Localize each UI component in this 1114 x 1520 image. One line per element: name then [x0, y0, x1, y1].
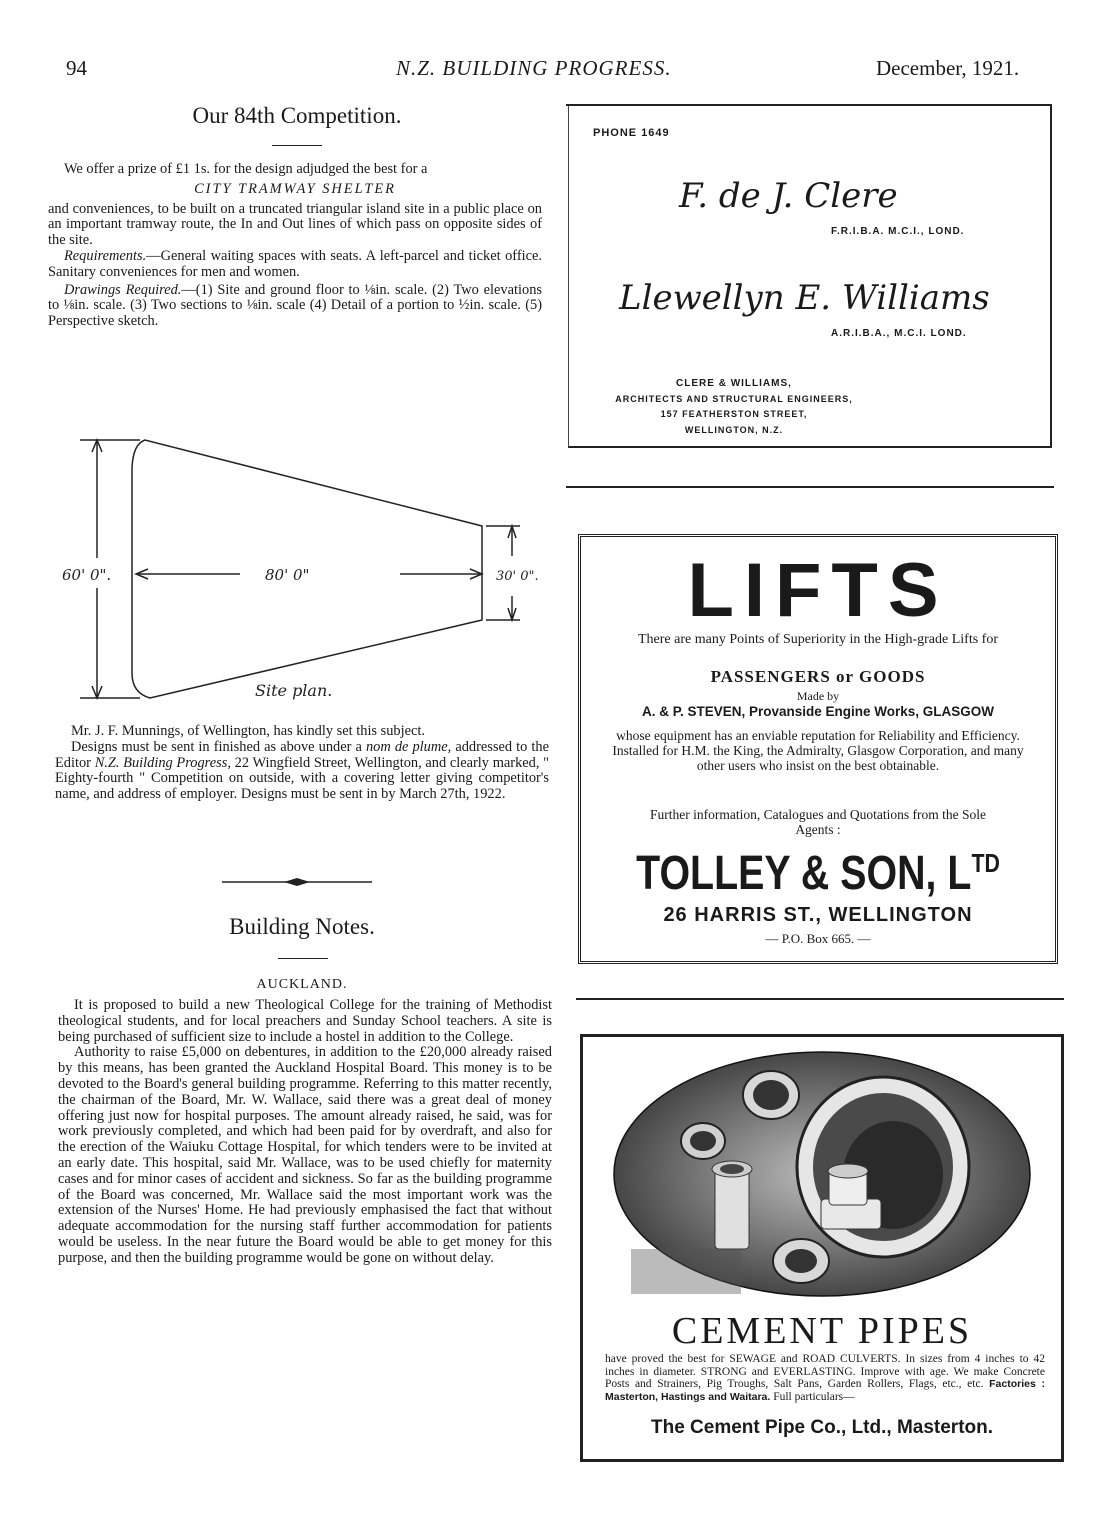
separator-rule-1 [566, 486, 1054, 488]
instructions-part3: 22 Wingfield Street, Wellington, and clearly marked, " Eighty-fourth " Competition on outside, with a covering letter giving competitor's name, and address of employer. Designs must be sent in by March 27th, 1922. [55, 754, 550, 803]
notes-para-2: Authority to raise £5,000 on debentures, in addition to the £20,000 already raised by this means, has been granted the Auckland Hospital Board. This money is to be devoted to the Board's general building programme. Referring to this matter recently, the chairman of the Board, Mr. W. Wallace, said there was a great deal of money offering just now for hospital purposes. The amount already raised, he said, was for work previously completed, and which had been paid for by overdraft, and also for the erection of the Waiuku Cottage Hospital, for which tenders were to be invited at an early date. This hospital, said Mr. Wallace, was to be used chiefly for maternity cases and for minor cases of accident and sickness. So far as the building programme of the Board was concerned, Mr. Wallace said the most important work was the extension of the Nurses' Home. He had previously emphasised the fact that without adequate accommodation for the nursing staff further accommodation for patients would be useless. In the near future the Board would be able to get money for this purpose, and then the building programme would be gone on without delay. [58, 1044, 552, 1266]
building-notes-text [58, 998, 552, 1267]
requirements-para [48, 249, 542, 281]
dim-label-right: 30' 0". [496, 569, 539, 584]
issue-date: December, 1921. [876, 56, 1020, 80]
pipes-desc-block [605, 1353, 1045, 1403]
submission-instructions [55, 740, 549, 803]
pipe-large [797, 1077, 969, 1257]
site-plan-diagram [50, 428, 550, 713]
nom-de-plume: nom de plume [365, 738, 448, 755]
ad-phone: PHONE 1649 [593, 127, 670, 139]
drawings-label: Drawings Required. [64, 281, 182, 298]
requirements-label: Requirements. [64, 247, 147, 264]
notes-rule [278, 958, 328, 959]
lifts-further: Further information, Catalogues and Quotations from the Sole Agents : [650, 807, 986, 837]
competition-intro: We offer a prize of £1 1s. for the design adjudged the best for a [64, 161, 428, 177]
quals-clere: F.R.I.B.A. M.C.I., LOND. [831, 226, 965, 237]
competition-heading: Our 84th Competition. [192, 103, 402, 128]
pipes-headline: CEMENT PIPES [671, 1310, 973, 1352]
magazine-name: N.Z. Building Progress, [94, 754, 231, 771]
firm-street: 157 FEATHERSTON STREET, [660, 409, 808, 419]
agent-name: TOLLEY & SON, L [636, 847, 972, 900]
drawings-para [48, 283, 542, 330]
pipes-photo [611, 1049, 1033, 1299]
site-plan-caption: Site plan. [255, 681, 333, 700]
quals-williams: A.R.I.B.A., M.C.I. LOND. [831, 328, 967, 339]
firm-name: CLERE & WILLIAMS, [676, 378, 792, 389]
pipes-company: The Cement Pipe Co., Ltd., Masterton. [650, 1417, 994, 1438]
lifts-agent [624, 835, 1013, 902]
lifts-headline: LIFTS [687, 548, 949, 633]
setter-note: Mr. J. F. Munnings, of Wellington, has kindly set this subject. [71, 723, 425, 739]
pipe-small-left [681, 1123, 725, 1159]
ad-clere-williams [568, 106, 1052, 448]
pipes-desc: have proved the best for SEWAGE and ROAD CULVERTS. In sizes from 4 inches to 42 inches in diameter. STRONG and EVERLASTING. Improve with age. We make Concrete Posts and Strainers, Pig Troughs, Salt Pans, Garden Rollers, Flags, etc., etc. [605, 1353, 1045, 1390]
lifts-pobox: — P.O. Box 665. — [765, 931, 871, 946]
requirements-text: —General waiting spaces with seats. A left-parcel and ticket office. Sanitary conveniences for men and women. [48, 247, 542, 280]
instructions-part2: , addressed to the Editor [55, 738, 549, 771]
lifts-goods: PASSENGERS or GOODS [710, 667, 926, 686]
pipes-factories: Factories : Masterton, Hastings and Waitara. [605, 1378, 1045, 1403]
section-divider [222, 877, 372, 887]
competition-body: and conveniences, to be built on a truncated triangular island site in a public place on an important tramway route, the In and Out lines of which pass on opposite sides of the site. [48, 200, 542, 249]
instructions-part1: Designs must be sent in finished as above under a [71, 738, 362, 755]
drawings-text: —(1) Site and ground floor to ⅛in. scale. (2) Two elevations to ⅛in. scale. (3) Two sections to ⅛in. scale (4) Detail of a portion to ½in. scale. (5) Perspective sketch. [48, 281, 542, 330]
signature-clere: F. de J. Clere [679, 176, 898, 216]
lifts-maker: A. & P. STEVEN, Provanside Engine Works, GLASGOW [641, 704, 995, 719]
pipe-small-top [743, 1071, 799, 1119]
lifts-address: 26 HARRIS ST., WELLINGTON [663, 904, 973, 926]
pipe-front [773, 1239, 829, 1283]
dim-label-length: 80' 0" [265, 566, 310, 584]
agent-ltd-sup: TD [971, 848, 1000, 878]
firm-city: WELLINGTON, N.Z. [684, 425, 784, 435]
ad-cement-pipes [580, 1034, 1064, 1462]
page-number: 94 [66, 56, 87, 80]
lifts-desc: whose equipment has an enviable reputation for Reliability and Efficiency. Installed for H.M. the King, the Admiralty, Glasgow Corporation, and many other users who insist on the best obtainable. [612, 728, 1024, 773]
dim-label-left: 60' 0". [62, 566, 112, 584]
competition-subject: CITY TRAMWAY SHELTER [194, 180, 396, 197]
lifts-intro: There are many Points of Superiority in the High-grade Lifts for [637, 632, 998, 647]
notes-para-1: It is proposed to build a new Theological College for the training of Methodist theological students, and for local preachers and Sunday School teachers. A site is being purchased of sufficient size to include a hostel in addition to the College. [58, 997, 552, 1045]
ad-lifts [578, 534, 1058, 964]
running-title: N.Z. BUILDING PROGRESS. [396, 56, 672, 80]
separator-rule-2 [576, 998, 1064, 1000]
competition-text [48, 162, 542, 330]
pipes-particulars: Full particulars— [773, 1390, 855, 1403]
building-notes-heading: Building Notes. [229, 914, 375, 939]
competition-closing [55, 724, 549, 803]
lifts-made-by: Made by [796, 689, 840, 703]
region-heading: AUCKLAND. [256, 977, 348, 992]
signature-williams: Llewellyn E. Williams [619, 278, 990, 318]
firm-profession: ARCHITECTS AND STRUCTURAL ENGINEERS, [615, 394, 853, 404]
heading-rule [272, 145, 322, 146]
